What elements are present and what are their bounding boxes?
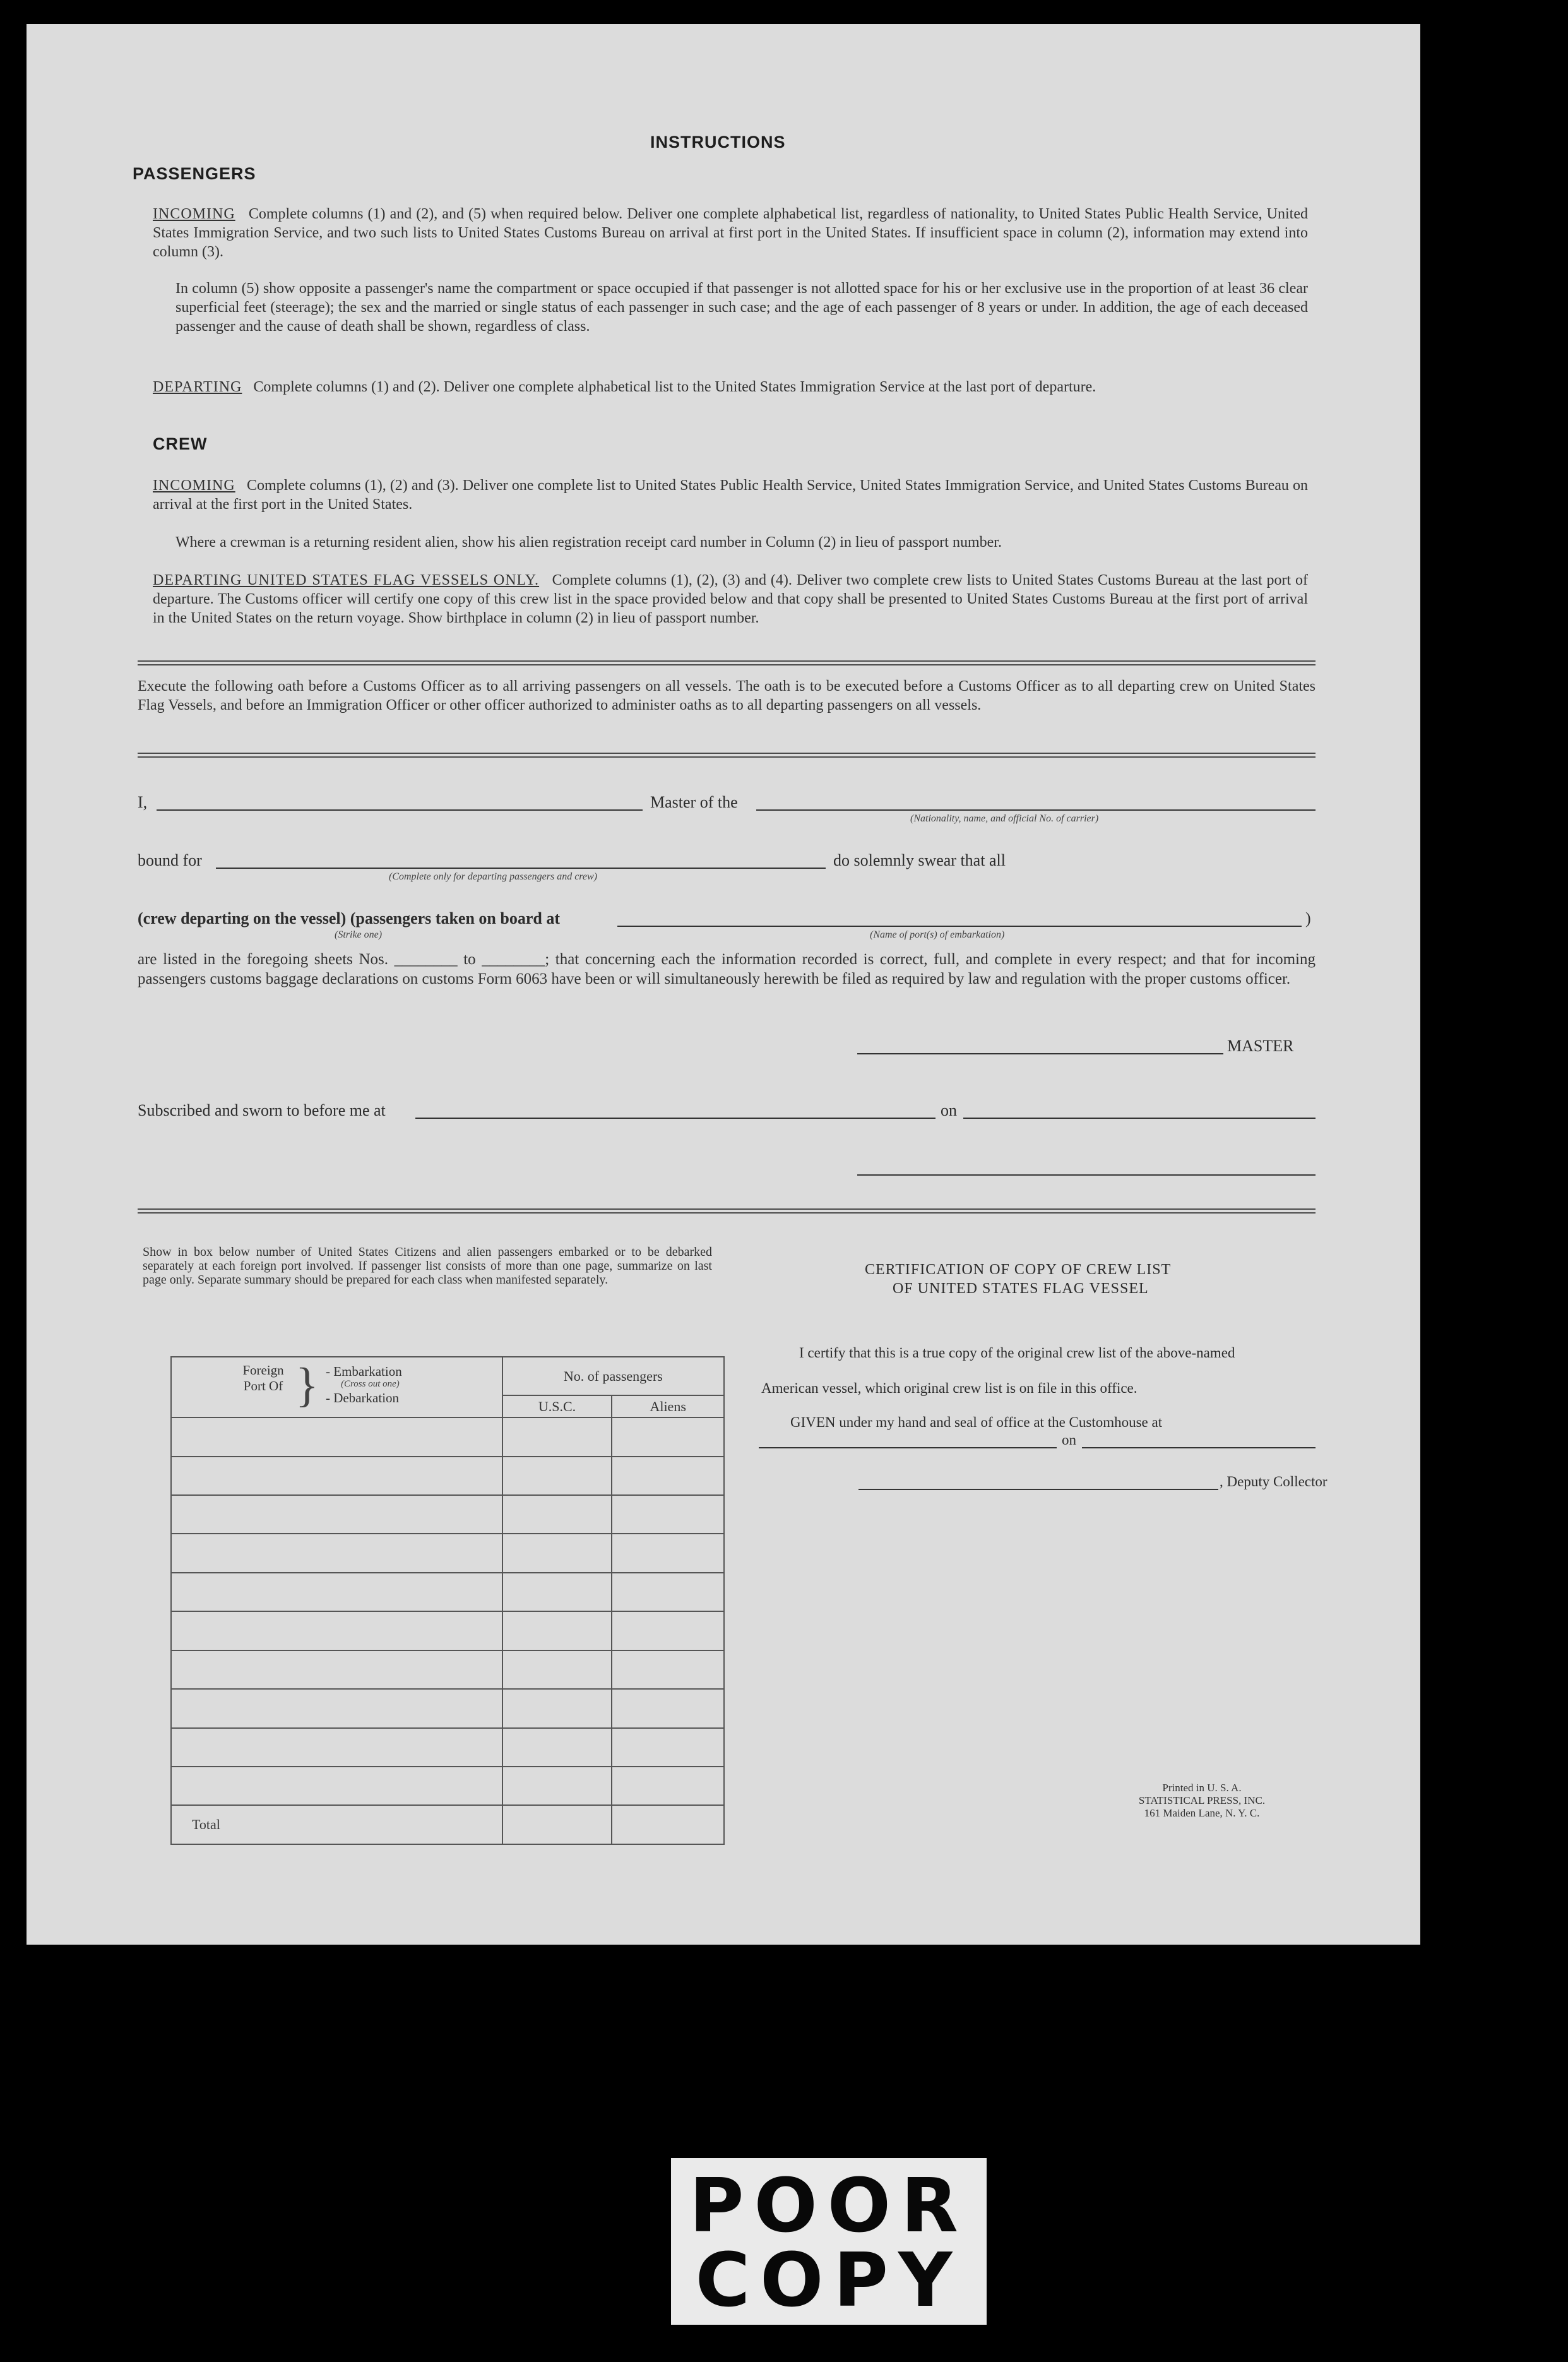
master-label: MASTER	[1227, 1037, 1294, 1055]
oath-on-label: on	[941, 1101, 957, 1119]
total-aliens-cell[interactable]	[612, 1805, 724, 1844]
strike-one-caption: (Strike one)	[335, 929, 383, 940]
customhouse-field[interactable]	[759, 1447, 1057, 1448]
oath-crew-departing: (crew departing on the vessel) (passengers taken on board at	[138, 909, 560, 928]
port-cell[interactable]	[171, 1767, 502, 1805]
instructions-title: INSTRUCTIONS	[650, 133, 786, 152]
passengers-departing-paragraph	[153, 378, 1308, 397]
embarkation-port-field[interactable]	[617, 926, 1302, 927]
aliens-cell[interactable]	[612, 1689, 724, 1727]
port-cell[interactable]	[171, 1611, 502, 1650]
oath-close-paren: )	[1305, 909, 1311, 928]
certification-deputy: , Deputy Collector	[1220, 1474, 1327, 1489]
destination-field[interactable]	[216, 868, 826, 869]
aliens-cell[interactable]	[612, 1495, 724, 1534]
passengers-heading: PASSENGERS	[133, 164, 256, 183]
oath-listed-text: are listed in the foregoing sheets Nos. ________ to ________; that concerning each the information recorded is correct, full, and complete in every respect; and that for incoming passengers customs baggage declarations on customs Form 6063 have been or will simultaneously herewith be filed as required by law and regulation with the proper customs officer.	[138, 951, 1316, 987]
oath-subscribed: Subscribed and sworn to before me at	[138, 1101, 386, 1119]
officer-signature-field[interactable]	[857, 1174, 1316, 1176]
divider-line	[138, 756, 1316, 758]
printer-imprint	[1107, 1782, 1297, 1820]
usc-cell[interactable]	[502, 1495, 612, 1534]
passengers-column5-paragraph: In column (5) show opposite a passenger's name the compartment or space occupied if that passenger is not allotted space for his or her exclusive use in the proportion of at least 36 clear superficial feet (steerage); the sex and the married or single status of each passenger in such case; and the age of each passenger of 8 years or under. In addition, the age of each deceased passenger and the cause of death shall be shown, regardless of class.	[175, 280, 1308, 335]
usc-cell[interactable]	[502, 1573, 612, 1611]
aliens-cell[interactable]	[612, 1728, 724, 1767]
aliens-cell[interactable]	[612, 1611, 724, 1650]
port-cell[interactable]	[171, 1650, 502, 1689]
usc-cell[interactable]	[502, 1728, 612, 1767]
no-of-passengers-header: No. of passengers	[502, 1357, 724, 1395]
usc-cell[interactable]	[502, 1767, 612, 1805]
port-cell[interactable]	[171, 1417, 502, 1456]
crew-departing-text: Complete columns (1), (2), (3) and (4). Deliver two complete crew lists to United States Customs Bureau at the last port of departure. The Customs officer will certify one copy of this crew list in the space provided below and that copy shall be presented to United States Customs Bureau at the first port of arrival in the United States on the return voyage. Show birthplace in column (2) in lieu of passport number.	[153, 572, 1309, 626]
cross-out-caption: (Cross out one)	[341, 1379, 400, 1389]
form-sheet	[27, 24, 1420, 1945]
aliens-cell[interactable]	[612, 1417, 724, 1456]
brace-icon: }	[295, 1359, 319, 1412]
certification-title-line1: CERTIFICATION OF COPY OF CREW LIST	[865, 1262, 1172, 1278]
crew-incoming-text: Complete columns (1), (2) and (3). Deliver one complete list to United States Public Health Service, United States Immigration Service, and United States Customs Bureau on arrival at the first port in the United States.	[153, 477, 1309, 513]
master-signature-field[interactable]	[857, 1053, 1223, 1054]
usc-cell[interactable]	[502, 1689, 612, 1727]
ports-caption: (Name of port(s) of embarkation)	[870, 929, 1005, 940]
crew-incoming-paragraph	[153, 476, 1308, 514]
debarkation-label: - Debarkation	[326, 1390, 400, 1405]
embarkation-label: - Embarkation	[326, 1364, 402, 1379]
summary-instruction: Show in box below number of United States Citizens and alien passengers embarked or to be debarked separately at each foreign port involved. If passenger list consists of more than one page, summarize on last page only. Separate summary should be prepared for each class when manifested separately.	[143, 1245, 712, 1287]
crew-heading: CREW	[153, 434, 208, 453]
subscribed-date-field[interactable]	[963, 1118, 1316, 1119]
deputy-signature-field[interactable]	[858, 1489, 1218, 1490]
crew-incoming-label: INCOMING	[153, 477, 235, 494]
stamp-line2: COPY	[695, 2236, 963, 2323]
passengers-departing-label: DEPARTING	[153, 379, 242, 395]
usc-cell[interactable]	[502, 1417, 612, 1456]
port-cell[interactable]	[171, 1689, 502, 1727]
divider-line	[138, 660, 1316, 662]
crew-alien-paragraph: Where a crewman is a returning resident alien, show his alien registration receipt card number in Column (2) in lieu of passport number.	[175, 534, 1002, 551]
oath-bound-for: bound for	[138, 851, 202, 869]
carrier-caption: (Nationality, name, and official No. of carrier)	[910, 813, 1099, 824]
poor-copy-stamp	[671, 2158, 987, 2325]
aliens-cell[interactable]	[612, 1573, 724, 1611]
port-cell[interactable]	[171, 1728, 502, 1767]
passengers-incoming-label: INCOMING	[153, 206, 235, 222]
master-name-field[interactable]	[157, 809, 643, 811]
usc-cell[interactable]	[502, 1457, 612, 1495]
oath-swear: do solemnly swear that all	[833, 851, 1006, 869]
certification-certify: I certify that this is a true copy of the original crew list of the above-named	[799, 1345, 1235, 1361]
total-label: Total	[171, 1805, 502, 1844]
aliens-cell[interactable]	[612, 1650, 724, 1689]
certification-title-line2: OF UNITED STATES FLAG VESSEL	[893, 1280, 1149, 1297]
oath-intro: Execute the following oath before a Customs Officer as to all arriving passengers on all vessels. The oath is to be executed before a Customs Officer as to all departing crew on United States Flag Vessels, and before an Immigration Officer or other officer authorized to administer oaths as to all departing passengers on all vessels.	[138, 678, 1316, 713]
oath-master-of: Master of the	[650, 793, 738, 811]
divider-line	[138, 1208, 1316, 1210]
printer-line3: 161 Maiden Lane, N. Y. C.	[1144, 1807, 1260, 1819]
total-usc-cell[interactable]	[502, 1805, 612, 1844]
foreign-port-header	[171, 1357, 502, 1417]
certification-given: GIVEN under my hand and seal of office at the Customhouse at	[790, 1414, 1163, 1430]
certification-american: American vessel, which original crew list is on file in this office.	[761, 1380, 1137, 1396]
printer-line2: STATISTICAL PRESS, INC.	[1138, 1794, 1266, 1806]
port-cell[interactable]	[171, 1495, 502, 1534]
printer-line1: Printed in U. S. A.	[1162, 1782, 1242, 1794]
passengers-departing-text: Complete columns (1) and (2). Deliver one complete alphabetical list to the United States Immigration Service at the last port of departure.	[253, 379, 1096, 395]
subscribed-place-field[interactable]	[415, 1118, 935, 1119]
usc-cell[interactable]	[502, 1650, 612, 1689]
aliens-header: Aliens	[612, 1395, 724, 1417]
usc-cell[interactable]	[502, 1534, 612, 1572]
usc-cell[interactable]	[502, 1611, 612, 1650]
passenger-summary-table	[170, 1356, 725, 1845]
divider-line	[138, 1212, 1316, 1214]
crew-departing-paragraph	[153, 571, 1308, 628]
foreign-port-of: Foreign Port Of	[242, 1363, 284, 1393]
certification-date-field[interactable]	[1082, 1447, 1316, 1448]
oath-i-label: I,	[138, 793, 148, 811]
divider-line	[138, 664, 1316, 665]
aliens-cell[interactable]	[612, 1457, 724, 1495]
port-cell[interactable]	[171, 1573, 502, 1611]
aliens-cell[interactable]	[612, 1767, 724, 1805]
divider-line	[138, 753, 1316, 754]
port-cell[interactable]	[171, 1457, 502, 1495]
carrier-field[interactable]	[756, 809, 1316, 811]
passengers-incoming-paragraph	[153, 205, 1308, 261]
usc-header: U.S.C.	[502, 1395, 612, 1417]
aliens-cell[interactable]	[612, 1534, 724, 1572]
bound-caption: (Complete only for departing passengers and crew)	[389, 871, 598, 882]
crew-departing-label: DEPARTING UNITED STATES FLAG VESSELS ONLY.	[153, 572, 540, 588]
certification-on-label: on	[1062, 1432, 1076, 1448]
stamp-line1: POOR	[689, 2162, 968, 2249]
passengers-incoming-text: Complete columns (1) and (2), and (5) when required below. Deliver one complete alphabetical list, regardless of nationality, to United States Public Health Service, United States Immigration Service, and two such lists to United States Customs Bureau on arrival at first port in the United States. If insufficient space in column (2), information may extend into column (3).	[153, 206, 1308, 260]
port-cell[interactable]	[171, 1534, 502, 1572]
